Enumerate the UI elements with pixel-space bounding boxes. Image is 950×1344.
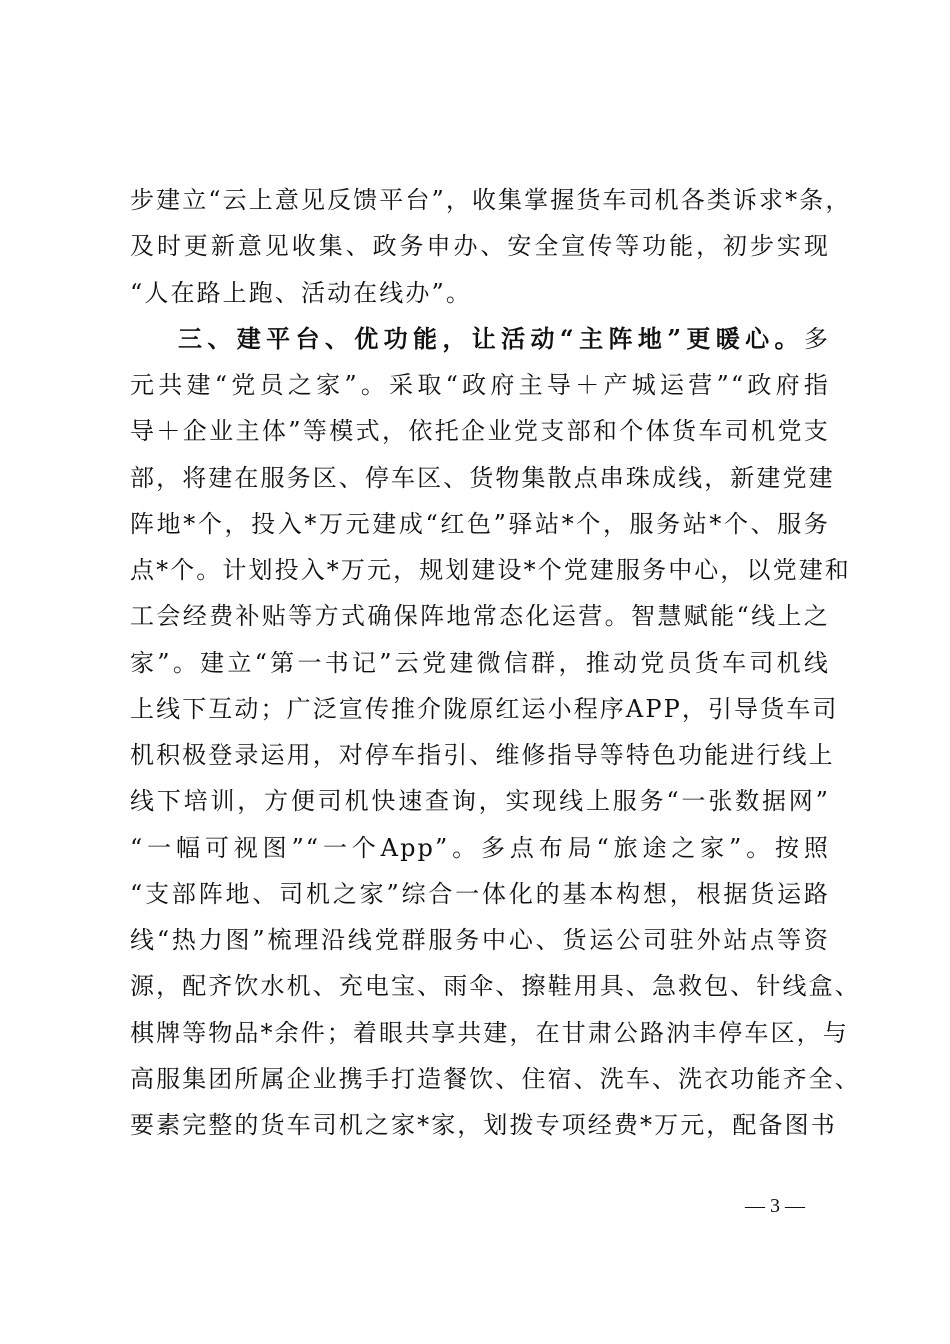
body-text-line: 上线下互动；广泛宣传推介陇原红运小程序APP，引导货车司 [130, 695, 839, 723]
body-text-line: 导＋企业主体”等模式，依托企业党支部和个体货车司机党支 [130, 417, 830, 445]
body-text-line: “一幅可视图”“一个App”。多点布局“旅途之家”。按照 [130, 834, 830, 862]
body-text-line: 要素完整的货车司机之家*家，划拨专项经费*万元，配备图书 [130, 1111, 837, 1139]
body-text-line: 线下培训，方便司机快速查询，实现线上服务“一张数据网” [130, 787, 830, 815]
body-text-line: 源，配齐饮水机、充电宝、雨伞、擦鞋用具、急救包、针线盒、 [130, 972, 861, 1000]
body-text-line: 部，将建在服务区、停车区、货物集散点串珠成线，新建党建 [130, 464, 835, 492]
body-text-line: 点*个。计划投入*万元，规划建设*个党建服务中心，以党建和 [130, 556, 851, 584]
body-text-fragment: 多 [803, 325, 830, 353]
body-text-line: 步建立“云上意见反馈平台”，收集掌握货车司机各类诉求*条， [130, 186, 852, 214]
body-text-line: 元共建“党员之家”。采取“政府主导＋产城运营”“政府指 [130, 371, 830, 399]
body-text-line: “人在路上跑、活动在线办”。 [130, 279, 472, 307]
body-text-line: 工会经费补贴等方式确保阵地常态化运营。智慧赋能“线上之 [130, 602, 830, 630]
body-text-line: 阵地*个，投入*万元建成“红色”驿站*个，服务站*个、服务 [130, 510, 830, 538]
body-text-line: 机积极登录运用，对停车指引、维修指导等特色功能进行线上 [130, 741, 835, 769]
section-heading-line [178, 316, 830, 362]
body-text-line: 线“热力图”梳理沿线党群服务中心、货运公司驻外站点等资 [130, 926, 830, 954]
section-heading: 三、建平台、优功能，让活动“主阵地”更暖心。 [178, 324, 804, 353]
body-text-line: 家”。建立“第一书记”云党建微信群，推动党员货车司机线 [130, 649, 830, 677]
body-text-line: 及时更新意见收集、政务申办、安全宣传等功能，初步实现 [130, 232, 830, 260]
body-text-line: 棋牌等物品*余件；着眼共享共建，在甘肃公路汭丰停车区，与 [130, 1019, 849, 1047]
page-number: — 3 — [745, 1195, 805, 1217]
body-text-line: “支部阵地、司机之家”综合一体化的基本构想，根据货运路 [130, 880, 830, 908]
body-text-line: 高服集团所属企业携手打造餐饮、住宿、洗车、洗衣功能齐全、 [130, 1065, 861, 1093]
